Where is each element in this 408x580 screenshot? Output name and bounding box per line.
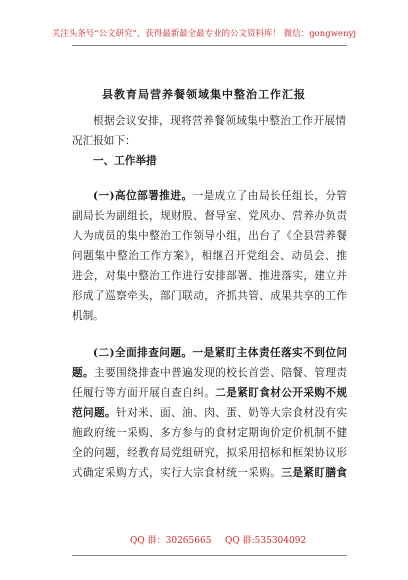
- paragraph-emphasis: 二是紧盯食材公开采购不规: [215, 387, 348, 399]
- paragraph-line: 机制。: [72, 310, 104, 322]
- paragraph-emphasis: 题。: [72, 367, 95, 379]
- paragraph-line: 问题集中整治工作方案》，相继召开党组会、动员会、推: [72, 250, 347, 262]
- paragraph-line: [0, 343, 347, 363]
- paragraph-text: 任履行等方面开展自查自纠。: [72, 387, 216, 399]
- document-title: 县教育局营养餐领域集中整治工作汇报: [102, 88, 306, 101]
- paragraph-line: 人为成员的集中整治工作领导小组，出台了《全县营养餐: [72, 230, 347, 242]
- paragraph-lead: (二)全面排查问题。: [93, 347, 193, 359]
- header-divider: [72, 45, 347, 46]
- paragraph-emphasis: 三是紧盯膳食: [281, 467, 348, 479]
- paragraph-emphasis: 一是紧盯主体责任落实不到位问: [192, 347, 348, 359]
- paragraph-line: 副局长为副组长，规财股、督导室、党风办、营养办负责: [72, 210, 347, 222]
- paragraph-line: [0, 363, 347, 383]
- footer-contact: [0, 533, 408, 549]
- paragraph-line: 形成了巡察牵头，部门联动，齐抓共管、成果共享的工作: [72, 290, 347, 302]
- paragraph-line: 全的问题，经教育局党组研究，拟采用招标和框架协议形: [72, 447, 347, 459]
- footer-qq-group-2: QQ 群:535304092: [225, 536, 307, 546]
- paragraph-line: [0, 463, 347, 483]
- paragraph-line: [0, 186, 347, 206]
- header-promo-note: 关注头条号“公文研究”，获得最新最全最专业的公文资料库！ 微信：gongwenyj: [51, 28, 357, 38]
- paragraph-text: 主要围绕排查中普遍发现的校长首尝、陪餐、管理责: [94, 367, 348, 379]
- paragraph-text: 一是成立了由局长任组长，分管: [192, 190, 348, 202]
- paragraph-line: [0, 383, 347, 403]
- intro-line: 况汇报如下：: [72, 135, 136, 147]
- section-heading: 一、工作举措: [93, 155, 157, 167]
- paragraph-line: 进会，对集中整治工作进行安排部署、推进落实，建立并: [72, 270, 347, 282]
- footer-qq-group-1: QQ 群：30265665: [130, 536, 212, 546]
- paragraph-line: 施政府统一采购、多方参与的食材定期询价定价机制不健: [72, 427, 347, 439]
- footer-divider: [72, 555, 347, 556]
- intro-line: 根据会议安排，现将营养餐领域集中整治工作开展情: [93, 115, 346, 127]
- paragraph-line: [0, 403, 347, 423]
- paragraph-emphasis: 范问题。: [72, 407, 117, 419]
- paragraph-text: 针对米、面、油、肉、蛋、奶等大宗食材没有实: [116, 407, 348, 419]
- paragraph-text: 式确定采购方式，实行大宗食材统一采购。: [72, 467, 282, 479]
- paragraph-lead: (一)高位部署推进。: [93, 190, 193, 202]
